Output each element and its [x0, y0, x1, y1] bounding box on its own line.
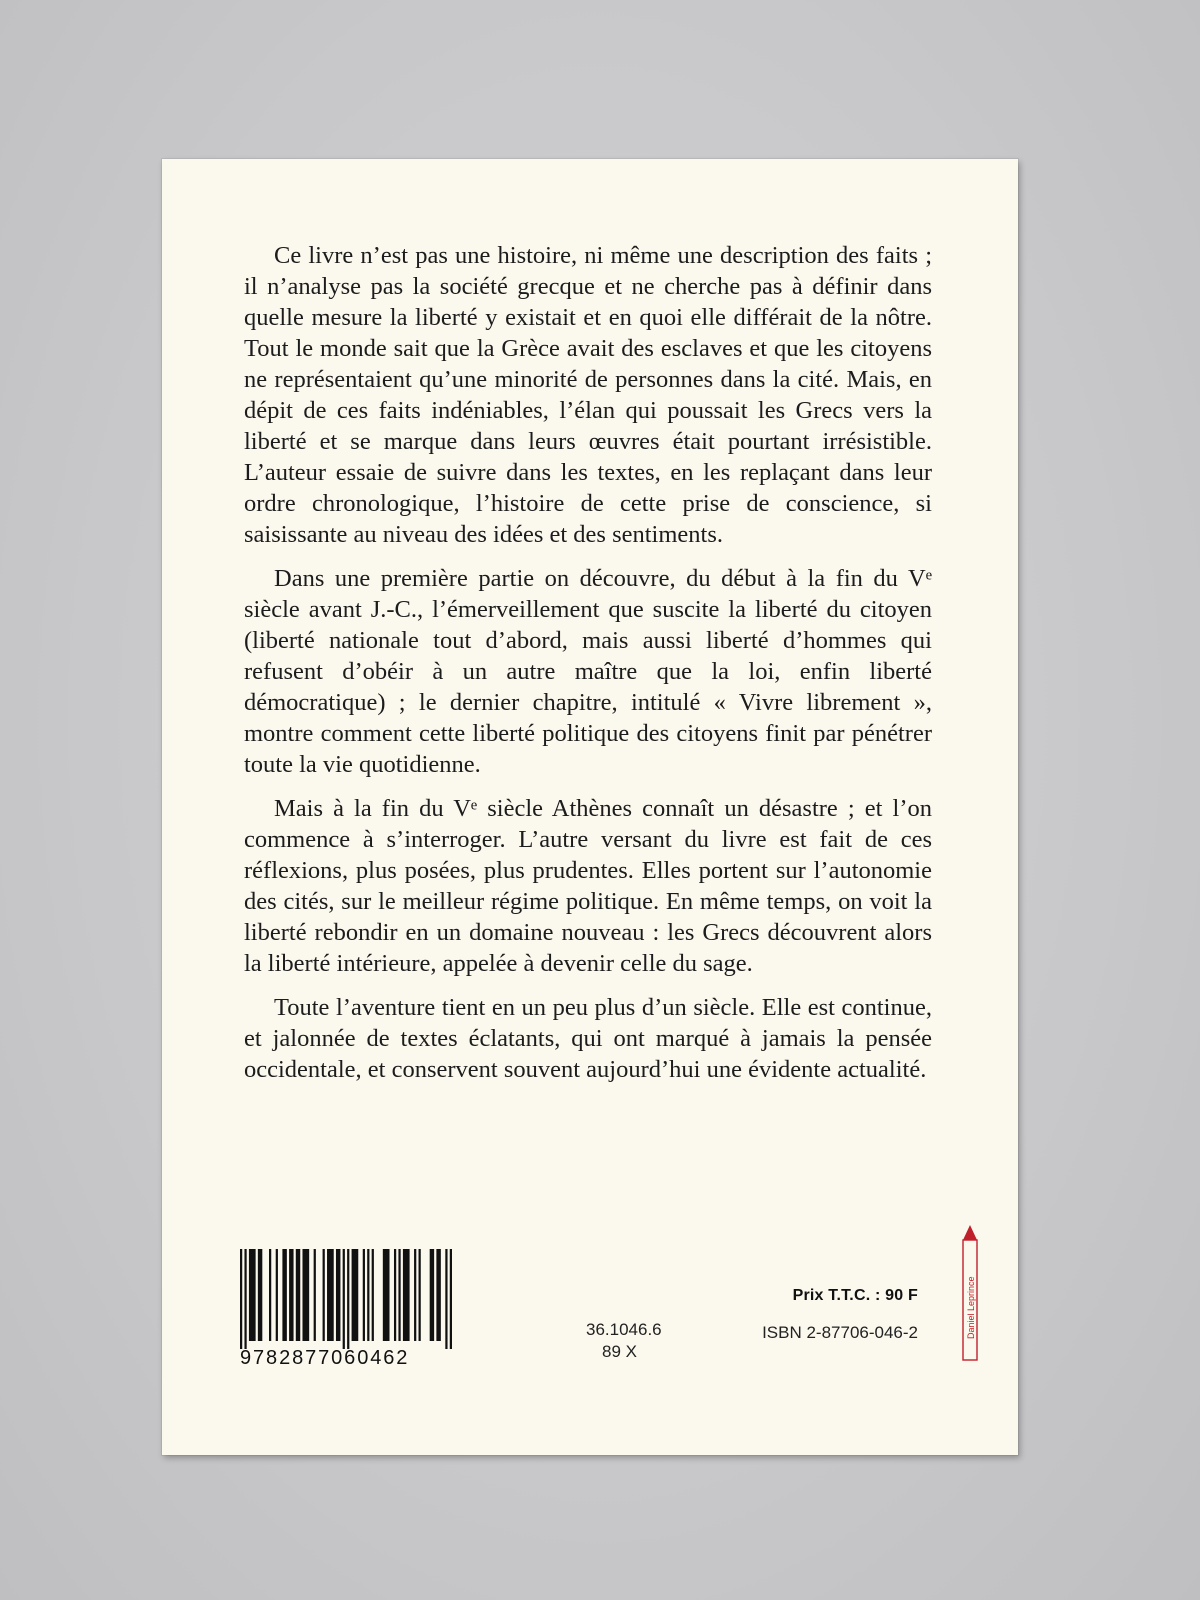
barcode-bar — [282, 1249, 286, 1341]
catalog-code-line-1: 36.1046.6 — [586, 1320, 662, 1339]
barcode-bar — [240, 1249, 242, 1349]
barcode-bar — [249, 1249, 256, 1341]
barcode-bar — [296, 1249, 300, 1341]
barcode-bar — [445, 1249, 447, 1349]
barcode-digits: 9782877060462 — [240, 1347, 410, 1369]
blurb-paragraph-2: Dans une première partie on découvre, du début à la fin du Vᵉ siècle avant J.-C., l’émerveillement que suscite la liberté du citoyen (liberté nationale tout d’abord, mais aussi liberté d’hommes qui refusent d’obéir à un autre maître que la loi, enfin liberté démocratique) ; le dernier chapitre, intitulé « Vivre librement », montre comment cette liberté politique des citoyens finit par pénétrer toute la vie quotidienne. — [244, 565, 932, 778]
barcode-bar — [436, 1249, 440, 1341]
catalog-codes — [586, 1319, 662, 1363]
barcode-bar — [327, 1249, 334, 1341]
barcode-bar — [323, 1249, 325, 1341]
publisher-name: Daniel Leprince — [966, 1276, 976, 1339]
barcode-bar — [372, 1249, 374, 1341]
barcode-bar — [363, 1249, 365, 1341]
barcode-bar — [302, 1249, 309, 1341]
blurb-paragraph-4: Toute l’aventure tient en un peu plus d’un siècle. Elle est continue, et jalonnée de textes éclatants, qui ont marqué à jamais la pensée occidentale, et conservent souvent aujourd’hui une évidente actualité. — [244, 994, 932, 1083]
barcode-bar — [343, 1249, 345, 1349]
book-back-cover — [162, 159, 1018, 1455]
barcode-bars — [240, 1249, 452, 1349]
price-label: Prix T.T.C. : 90 F — [792, 1287, 918, 1304]
barcode-bar — [394, 1249, 396, 1341]
barcode-bar — [414, 1249, 416, 1341]
isbn-label: ISBN 2-87706-046-2 — [762, 1323, 918, 1342]
barcode-bar — [398, 1249, 400, 1341]
barcode-bar — [403, 1249, 410, 1341]
barcode-bar — [314, 1249, 316, 1341]
barcode-bar — [383, 1249, 390, 1341]
barcode-bar — [258, 1249, 262, 1341]
barcode-bar — [347, 1249, 349, 1349]
back-cover-blurb — [244, 240, 932, 1098]
barcode-bar — [419, 1249, 421, 1341]
price-block — [762, 1287, 918, 1343]
barcode-bar — [367, 1249, 369, 1341]
catalog-code-line-2: 89 X — [602, 1342, 637, 1361]
barcode-bar — [244, 1249, 246, 1349]
barcode-bar — [430, 1249, 434, 1341]
barcode-bar — [269, 1249, 271, 1341]
barcode-bar — [352, 1249, 359, 1341]
barcode-bar — [276, 1249, 278, 1341]
ean-barcode — [240, 1249, 452, 1369]
blurb-paragraph-3: Mais à la fin du Vᵉ siècle Athènes connaît un désastre ; et l’on commence à s’interroger. L’autre versant du livre est fait de ces réflexions, plus posées, plus prudentes. Elles portent sur l’autonomie des cités, sur le meilleur régime politique. En même temps, on voit la liberté rebondir en un domaine nouveau : les Grecs découvrent alors la liberté intérieure, appelée à devenir celle du sage. — [244, 795, 932, 977]
barcode-bar — [289, 1249, 293, 1341]
blurb-paragraph-1: Ce livre n’est pas une histoire, ni même une description des faits ; il n’analyse pas la société grecque et ne cherche pas à définir dans quelle mesure la liberté y existait et en quoi elle différait de la nôtre. Tout le monde sait que la Grèce avait des esclaves et que les citoyens ne représentaient qu’une minorité de personnes dans la cité. Mais, en dépit de ces faits indéniables, l’élan qui poussait les Grecs vers la liberté et se marque dans leurs œuvres était pourtant irrésistible. L’auteur essaie de suivre dans les textes, en les replaçant dans leur ordre chronologique, l’histoire de cette prise de conscience, si saisissante au niveau des idées et des sentiments. — [244, 242, 932, 548]
barcode-bar — [336, 1249, 340, 1341]
barcode-bar — [450, 1249, 452, 1349]
